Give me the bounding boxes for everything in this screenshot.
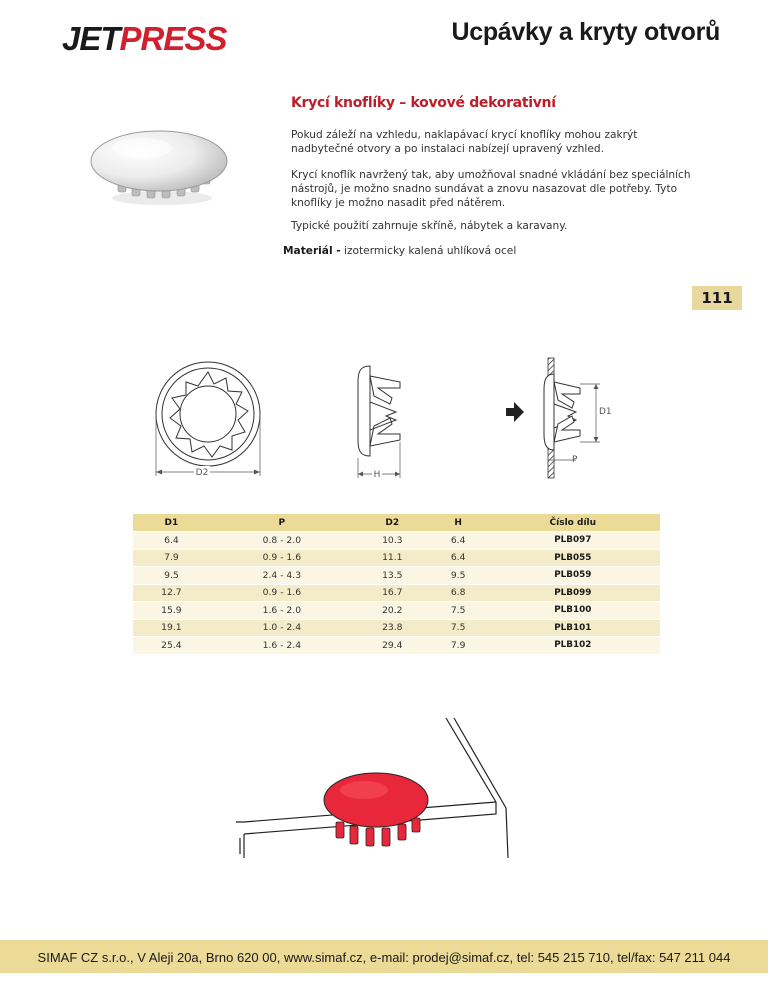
col-d2-header: D2 bbox=[354, 514, 431, 532]
footer-contact-text: SIMAF CZ s.r.o., V Aleji 20a, Brno 620 00, www.simaf.cz, e-mail: prodej@simaf.cz, tel: 545 215 710, tel/fax: 547 211 044 bbox=[37, 950, 731, 965]
section-title: Krycí knoflíky – kovové dekorativní bbox=[291, 95, 556, 111]
cell-p: 0.9 - 1.6 bbox=[210, 549, 354, 567]
cell-p: 2.4 - 4.3 bbox=[210, 567, 354, 585]
specs-table bbox=[133, 514, 660, 654]
cell-part-number: PLB100 bbox=[486, 602, 660, 620]
page-title: Ucpávky a kryty otvorů bbox=[451, 18, 720, 46]
front-view-diagram bbox=[148, 358, 268, 480]
cell-d1: 19.1 bbox=[133, 619, 210, 637]
d2-label: D2 bbox=[195, 468, 209, 478]
cell-h: 6.4 bbox=[431, 532, 486, 550]
cell-part-number: PLB101 bbox=[486, 619, 660, 637]
col-part-number-header: Číslo dílu bbox=[486, 514, 660, 532]
cell-part-number: PLB099 bbox=[486, 584, 660, 602]
cell-d2: 11.1 bbox=[354, 549, 431, 567]
design-paragraph: Krycí knoflík navržený tak, aby umožňoval snadné vkládání bez speciálních nástrojů, je možno snadno sundávat a znovu nasazovat dle potřeby. Tyto knoflíky je možno nasadit před nátěrem. bbox=[291, 169, 691, 209]
cell-d2: 23.8 bbox=[354, 619, 431, 637]
cell-h: 7.5 bbox=[431, 602, 486, 620]
cell-d1: 6.4 bbox=[133, 532, 210, 550]
cover-button-photo bbox=[84, 118, 234, 210]
col-d1-header: D1 bbox=[133, 514, 210, 532]
cell-h: 7.9 bbox=[431, 637, 486, 654]
cell-d1: 25.4 bbox=[133, 637, 210, 654]
table-row bbox=[133, 584, 660, 602]
table-row bbox=[133, 532, 660, 550]
cell-d2: 13.5 bbox=[354, 567, 431, 585]
cell-d1: 7.9 bbox=[133, 549, 210, 567]
logo-press: PRESS bbox=[119, 20, 227, 57]
table-header-row bbox=[133, 514, 660, 532]
d1-label: D1 bbox=[599, 407, 612, 417]
cell-d1: 9.5 bbox=[133, 567, 210, 585]
logo-jet: JET bbox=[62, 20, 120, 57]
material-label: Materiál - bbox=[283, 245, 341, 257]
cell-part-number: PLB102 bbox=[486, 637, 660, 654]
jetpress-logo bbox=[62, 20, 262, 57]
cell-d2: 10.3 bbox=[354, 532, 431, 550]
material-line bbox=[283, 245, 516, 257]
cell-h: 6.4 bbox=[431, 549, 486, 567]
logo-text bbox=[62, 20, 227, 57]
col-p-header: P bbox=[210, 514, 354, 532]
cell-d1: 12.7 bbox=[133, 584, 210, 602]
table-row bbox=[133, 637, 660, 654]
cell-d2: 16.7 bbox=[354, 584, 431, 602]
cell-p: 0.9 - 1.6 bbox=[210, 584, 354, 602]
cell-p: 0.8 - 2.0 bbox=[210, 532, 354, 550]
cell-part-number: PLB055 bbox=[486, 549, 660, 567]
cell-h: 7.5 bbox=[431, 619, 486, 637]
page-number-badge: 111 bbox=[692, 286, 742, 310]
installation-diagram bbox=[500, 356, 610, 482]
cell-d2: 29.4 bbox=[354, 637, 431, 654]
intro-paragraph: Pokud záleží na vzhledu, naklapávací krycí knoflíky mohou zakrýt nadbytečné otvory a po instalaci nabízejí upravený vzhled. bbox=[291, 129, 638, 155]
table-row bbox=[133, 602, 660, 620]
col-h-header: H bbox=[431, 514, 486, 532]
cell-p: 1.0 - 2.4 bbox=[210, 619, 354, 637]
cell-d2: 20.2 bbox=[354, 602, 431, 620]
cell-p: 1.6 - 2.4 bbox=[210, 637, 354, 654]
cell-part-number: PLB059 bbox=[486, 567, 660, 585]
table-row bbox=[133, 619, 660, 637]
cell-d1: 15.9 bbox=[133, 602, 210, 620]
table-row bbox=[133, 549, 660, 567]
side-view-diagram bbox=[352, 362, 412, 482]
table-row bbox=[133, 567, 660, 585]
cell-h: 9.5 bbox=[431, 567, 486, 585]
material-value: izotermicky kalená uhlíková ocel bbox=[340, 245, 517, 257]
cell-h: 6.8 bbox=[431, 584, 486, 602]
installed-plug-illustration bbox=[236, 718, 526, 863]
p-label: P bbox=[572, 455, 578, 465]
cell-part-number: PLB097 bbox=[486, 532, 660, 550]
h-label: H bbox=[373, 470, 381, 480]
cell-p: 1.6 - 2.0 bbox=[210, 602, 354, 620]
usage-paragraph: Typické použití zahrnuje skříně, nábytek a karavany. bbox=[291, 220, 568, 232]
